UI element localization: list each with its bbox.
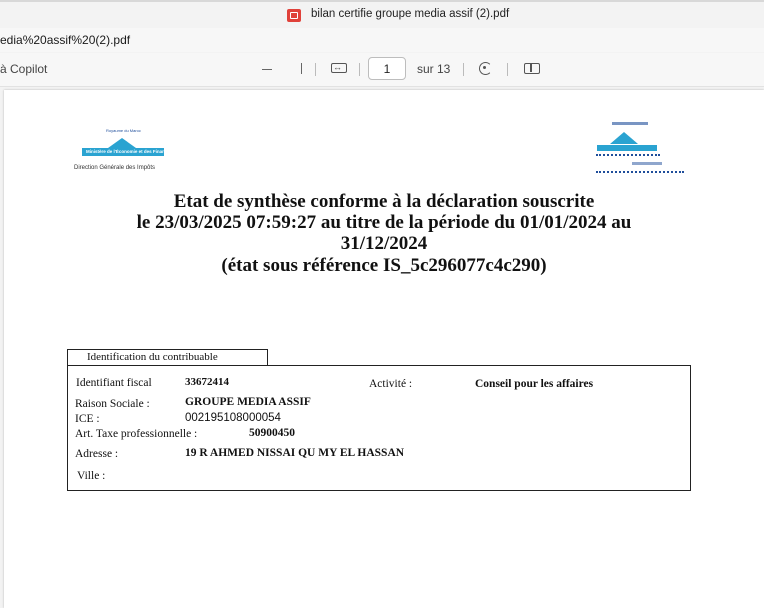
address-bar[interactable]	[0, 28, 764, 52]
field-label-activite: Activité :	[369, 378, 413, 390]
logo-caption: Direction Générale des Impôts	[74, 165, 156, 171]
copilot-button[interactable]: à Copilot	[0, 62, 48, 76]
chevron-logo-icon	[108, 138, 136, 148]
ministry-arabic-logo	[592, 120, 692, 180]
arabic-script-mark	[612, 122, 648, 125]
text-cursor-icon[interactable]	[301, 63, 302, 74]
tifinagh-script-mark	[596, 171, 684, 175]
arabic-script-mark	[632, 162, 662, 165]
pdf-toolbar	[0, 53, 764, 87]
field-value-raison-sociale: GROUPE MEDIA ASSIF	[185, 396, 311, 408]
document-reference-line: (état sous référence IS_5c296077c4c290)	[221, 255, 547, 276]
section-title: Identification du contribuable	[67, 349, 268, 365]
field-label-raison-sociale: Raison Sociale :	[75, 398, 150, 410]
window-title-bar	[0, 0, 764, 28]
field-label-ville: Ville :	[77, 470, 106, 482]
field-label-identifiant-fiscal: Identifiant fiscal	[76, 377, 152, 389]
field-value-identifiant-fiscal: 33672414	[185, 376, 229, 388]
logo-kingdom-text: Royaume du Maroc	[106, 128, 141, 133]
tifinagh-script-mark	[596, 154, 660, 158]
chevron-logo-icon	[610, 132, 638, 144]
pdf-file-icon	[287, 9, 301, 22]
page-total-label: sur 13	[417, 62, 451, 76]
field-value-adresse: 19 R AHMED NISSAI QU MY EL HASSAN	[185, 447, 405, 459]
field-value-activite: Conseil pour les affaires	[475, 378, 594, 390]
field-label-adresse: Adresse :	[75, 448, 119, 460]
identification-box	[67, 365, 691, 491]
window-title: bilan certifie groupe media assif (2).pdf	[311, 8, 510, 20]
document-title-line: Etat de synthèse conforme à la déclaration souscrite	[173, 191, 595, 212]
field-label-taxe-professionnelle: Art. Taxe professionnelle :	[75, 428, 198, 440]
dgi-logo	[74, 128, 174, 176]
toolbar-divider	[463, 63, 464, 76]
url-text[interactable]: edia%20assif%20(2).pdf	[0, 33, 131, 47]
document-title-line: 31/12/2024	[340, 233, 428, 254]
field-label-ice: ICE :	[75, 413, 100, 425]
toolbar-divider	[359, 63, 360, 76]
two-page-view-icon[interactable]	[524, 63, 540, 74]
logo-ministry-text: Ministère de l'Économie et des Finances	[86, 149, 173, 154]
zoom-out-icon[interactable]	[262, 69, 272, 70]
toolbar-divider	[315, 63, 316, 76]
fit-width-icon[interactable]	[331, 63, 347, 73]
toolbar-divider	[507, 63, 508, 76]
page-number-input[interactable]	[368, 57, 406, 80]
field-value-taxe-professionnelle: 50900450	[249, 427, 295, 439]
logo-band	[597, 145, 657, 151]
field-value-ice: 002195108000054	[185, 412, 281, 424]
pdf-page	[4, 90, 764, 608]
rotate-icon[interactable]	[479, 62, 492, 75]
document-title-line: le 23/03/2025 07:59:27 au titre de la période du 01/01/2024 au	[136, 212, 632, 233]
